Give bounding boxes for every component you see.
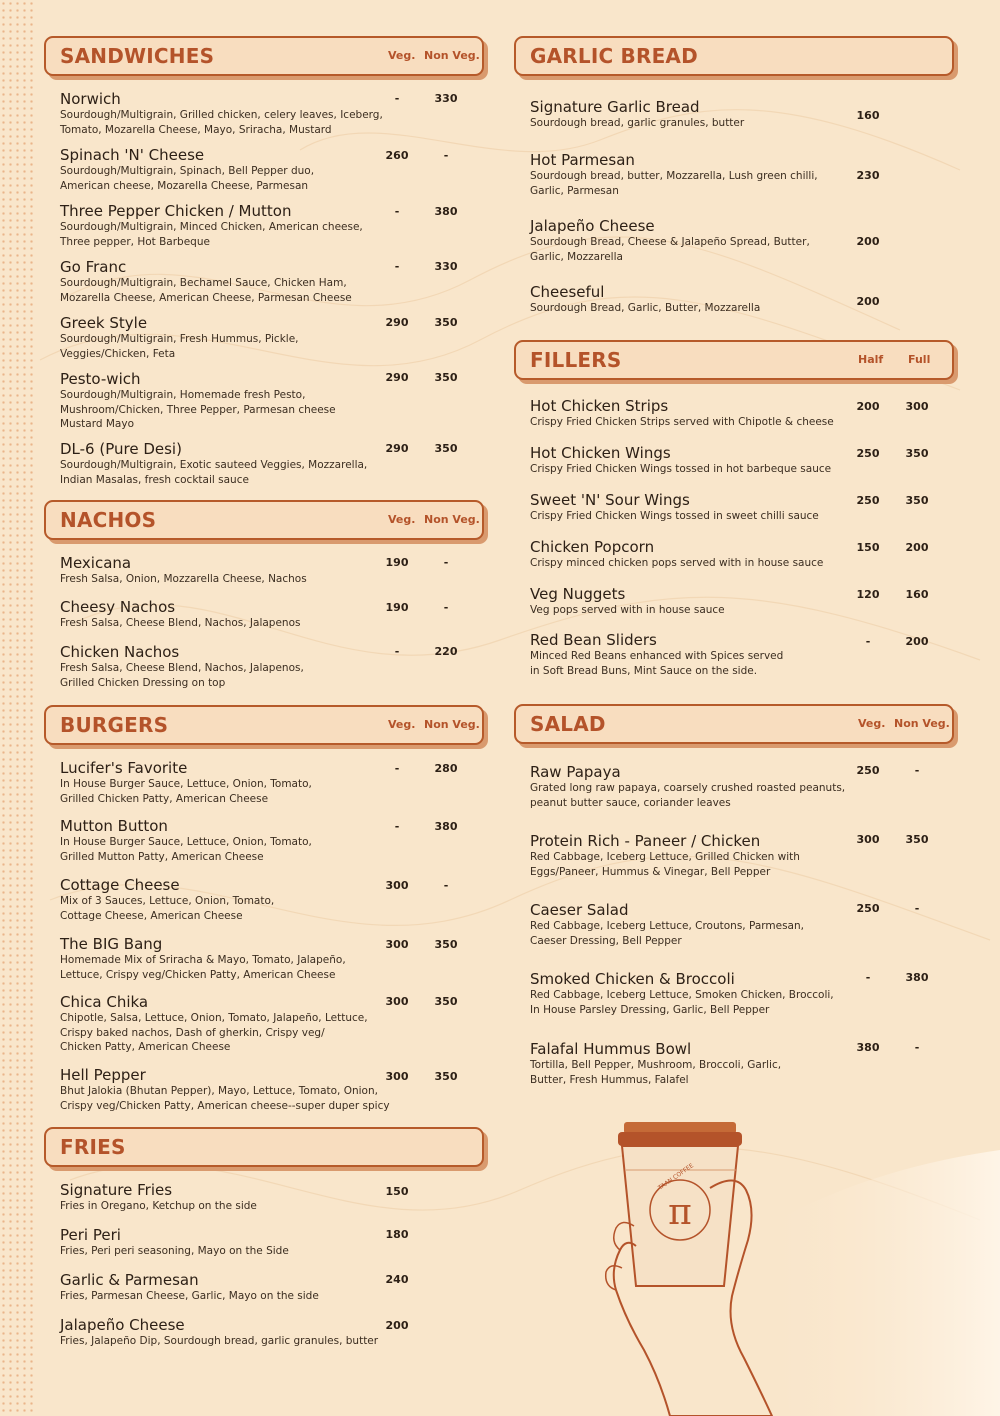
fries-banner bbox=[44, 1127, 484, 1167]
item-description: Minced Red Beans enhanced with Spices served bbox=[530, 650, 784, 662]
veg-price: 250 bbox=[856, 764, 880, 777]
nonveg-price: 350 bbox=[434, 442, 458, 455]
veg-header: Veg. bbox=[388, 513, 416, 526]
veg-header: Veg. bbox=[858, 717, 886, 730]
item-name: Red Bean Sliders bbox=[530, 631, 657, 649]
section-title: NACHOS bbox=[60, 508, 157, 532]
item-name: Hot Parmesan bbox=[530, 151, 635, 169]
nonveg-price: - bbox=[443, 879, 449, 892]
item-description: In House Burger Sauce, Lettuce, Onion, Tomato, bbox=[60, 836, 312, 848]
half-price: 120 bbox=[856, 588, 880, 601]
item-description: In House Burger Sauce, Lettuce, Onion, Tomato, bbox=[60, 778, 312, 790]
veg-price: - bbox=[394, 92, 400, 105]
item-name: Greek Style bbox=[60, 314, 148, 332]
nonveg-price: - bbox=[914, 902, 920, 915]
brand-text: TAAN COFFEE bbox=[657, 1162, 696, 1192]
full-price: 200 bbox=[905, 635, 929, 648]
item-name: Chicken Nachos bbox=[60, 643, 180, 661]
section-title: FRIES bbox=[60, 1135, 126, 1159]
nonveg-price: 350 bbox=[434, 371, 458, 384]
menu-item bbox=[60, 1226, 480, 1259]
half-header: Half bbox=[858, 353, 884, 366]
half-price: 200 bbox=[856, 400, 880, 413]
item-description: Sourdough Bread, Garlic, Butter, Mozzarella bbox=[530, 302, 761, 314]
item-description: Sourdough/Multigrain, Minced Chicken, American cheese, bbox=[60, 221, 363, 233]
veg-price: 260 bbox=[385, 149, 409, 162]
menu-item bbox=[530, 538, 950, 571]
item-description: Mix of 3 Sauces, Lettuce, Onion, Tomato, bbox=[60, 895, 275, 907]
item-name: DL-6 (Pure Desi) bbox=[60, 440, 182, 458]
veg-price: - bbox=[394, 260, 400, 273]
veg-header: Veg. bbox=[388, 49, 416, 62]
coffee-cup-illustration bbox=[560, 1110, 1000, 1416]
menu-item bbox=[530, 763, 950, 810]
menu-item bbox=[530, 585, 950, 618]
veg-price: 380 bbox=[856, 1041, 880, 1054]
nonveg-price: 350 bbox=[905, 833, 929, 846]
item-description: Tomato, Mozarella Cheese, Mayo, Sriracha, Mustard bbox=[60, 123, 332, 136]
veg-price: 300 bbox=[856, 833, 880, 846]
menu-item bbox=[60, 554, 480, 587]
menu-item bbox=[530, 397, 950, 430]
nachos-banner bbox=[44, 500, 484, 540]
menu-item bbox=[530, 491, 950, 524]
item-name: Three Pepper Chicken / Mutton bbox=[60, 202, 292, 220]
menu-item bbox=[60, 370, 480, 432]
price: 240 bbox=[385, 1273, 409, 1286]
veg-price: 300 bbox=[385, 938, 409, 951]
item-description: Crispy Fried Chicken Strips served with Chipotle & cheese bbox=[530, 416, 834, 428]
item-description: Red Cabbage, Iceberg Lettuce, Smoken Chicken, Broccoli, bbox=[530, 989, 834, 1001]
veg-price: 250 bbox=[856, 902, 880, 915]
item-name: Mutton Button bbox=[60, 817, 168, 835]
veg-price: 190 bbox=[385, 601, 409, 614]
menu-item bbox=[60, 90, 480, 137]
price: 230 bbox=[856, 169, 880, 182]
veg-price: - bbox=[394, 820, 400, 833]
nonveg-header: Non Veg. bbox=[424, 718, 480, 731]
nonveg-price: 380 bbox=[905, 971, 929, 984]
nonveg-header: Non Veg. bbox=[424, 513, 480, 526]
menu-item bbox=[530, 832, 950, 879]
veg-price: - bbox=[394, 762, 400, 775]
item-name: The BIG Bang bbox=[60, 935, 163, 953]
half-price: 250 bbox=[856, 494, 880, 507]
item-description: In House Parsley Dressing, Garlic, Bell Pepper bbox=[530, 1003, 770, 1016]
item-description: Sourdough/Multigrain, Grilled chicken, celery leaves, Iceberg, bbox=[60, 109, 383, 121]
menu-item bbox=[530, 631, 950, 678]
item-description: Indian Masalas, fresh cocktail sauce bbox=[60, 473, 249, 486]
item-description: Fries in Oregano, Ketchup on the side bbox=[60, 1200, 257, 1212]
item-name: Cheesy Nachos bbox=[60, 598, 176, 616]
menu-item bbox=[60, 1066, 480, 1113]
menu-item bbox=[530, 151, 950, 198]
nonveg-price: 280 bbox=[434, 762, 458, 775]
price: 200 bbox=[856, 235, 880, 248]
item-name: Caeser Salad bbox=[530, 901, 629, 919]
menu-item bbox=[530, 98, 950, 131]
item-description: Sourdough/Multigrain, Homemade fresh Pesto, bbox=[60, 389, 306, 401]
item-description: Fries, Jalapeño Dip, Sourdough bread, garlic granules, butter bbox=[60, 1335, 379, 1347]
full-header: Full bbox=[908, 353, 931, 366]
price: 200 bbox=[856, 295, 880, 308]
menu-item bbox=[60, 1316, 480, 1349]
full-price: 200 bbox=[905, 541, 929, 554]
menu-item bbox=[60, 876, 480, 923]
veg-price: 290 bbox=[385, 371, 409, 384]
nonveg-price: - bbox=[914, 1041, 920, 1054]
item-name: Garlic & Parmesan bbox=[60, 1271, 199, 1289]
menu-item bbox=[60, 146, 480, 193]
nonveg-price: - bbox=[443, 149, 449, 162]
item-name: Hell Pepper bbox=[60, 1066, 146, 1084]
item-description: Sourdough Bread, Cheese & Jalapeño Spread, Butter, bbox=[530, 236, 810, 248]
menu-item bbox=[530, 901, 950, 948]
item-description: in Soft Bread Buns, Mint Sauce on the side. bbox=[530, 664, 758, 677]
half-price: 250 bbox=[856, 447, 880, 460]
item-name: Signature Garlic Bread bbox=[530, 98, 700, 116]
menu-item bbox=[60, 993, 480, 1055]
nonveg-price: - bbox=[443, 601, 449, 614]
item-name: Chica Chika bbox=[60, 993, 149, 1011]
veg-header: Veg. bbox=[388, 718, 416, 731]
menu-item bbox=[60, 258, 480, 305]
item-description: Sourdough bread, butter, Mozzarella, Lush green chilli, bbox=[530, 170, 818, 182]
item-description: Bhut Jalokia (Bhutan Pepper), Mayo, Lettuce, Tomato, Onion, bbox=[60, 1085, 378, 1097]
section-title: FILLERS bbox=[530, 348, 622, 372]
menu-item bbox=[60, 1181, 480, 1214]
item-description: Crispy Fried Chicken Wings tossed in hot barbeque sauce bbox=[530, 463, 832, 475]
nonveg-price: 350 bbox=[434, 316, 458, 329]
nonveg-price: 350 bbox=[434, 938, 458, 951]
nonveg-price: 220 bbox=[434, 645, 458, 658]
item-description: Fries, Parmesan Cheese, Garlic, Mayo on the side bbox=[60, 1290, 319, 1302]
section-title: SALAD bbox=[530, 712, 606, 736]
item-name: Hot Chicken Wings bbox=[530, 444, 671, 462]
section-title: GARLIC BREAD bbox=[530, 44, 698, 68]
item-name: Peri Peri bbox=[60, 1226, 121, 1244]
nonveg-price: 380 bbox=[434, 205, 458, 218]
fillers-banner bbox=[514, 340, 954, 380]
menu-item bbox=[60, 202, 480, 249]
item-description: Grilled Mutton Patty, American Cheese bbox=[60, 850, 264, 863]
item-name: Veg Nuggets bbox=[530, 585, 626, 603]
price: 200 bbox=[385, 1319, 409, 1332]
menu-item bbox=[60, 314, 480, 361]
item-name: Pesto-wich bbox=[60, 370, 141, 388]
burgers-banner bbox=[44, 705, 484, 745]
item-description: Red Cabbage, Iceberg Lettuce, Grilled Chicken with bbox=[530, 851, 800, 863]
item-description: Fresh Salsa, Cheese Blend, Nachos, Jalapenos, bbox=[60, 662, 304, 674]
item-description: Sourdough/Multigrain, Bechamel Sauce, Chicken Ham, bbox=[60, 277, 347, 289]
item-description: Fries, Peri peri seasoning, Mayo on the Side bbox=[60, 1245, 289, 1257]
item-name: Falafal Hummus Bowl bbox=[530, 1040, 692, 1058]
item-description: Mozarella Cheese, American Cheese, Parmesan Cheese bbox=[60, 291, 352, 304]
veg-price: 190 bbox=[385, 556, 409, 569]
veg-price: - bbox=[865, 971, 871, 984]
item-description: peanut butter sauce, coriander leaves bbox=[530, 796, 731, 809]
menu-item bbox=[60, 1271, 480, 1304]
menu-item bbox=[60, 643, 480, 690]
item-description: Crispy veg/Chicken Patty, American cheese--super duper spicy bbox=[60, 1099, 390, 1112]
full-price: 350 bbox=[905, 447, 929, 460]
item-description: Red Cabbage, Iceberg Lettuce, Croutons, Parmesan, bbox=[530, 920, 804, 932]
menu-item bbox=[530, 970, 950, 1017]
item-description: Cottage Cheese, American Cheese bbox=[60, 909, 243, 922]
nonveg-price: 330 bbox=[434, 92, 458, 105]
item-description: Crispy minced chicken pops served with in house sauce bbox=[530, 557, 824, 569]
veg-price: - bbox=[394, 205, 400, 218]
item-description: Crispy Fried Chicken Wings tossed in sweet chilli sauce bbox=[530, 510, 819, 522]
sandwiches-banner bbox=[44, 36, 484, 76]
nonveg-price: - bbox=[443, 556, 449, 569]
veg-price: 300 bbox=[385, 1070, 409, 1083]
item-name: Jalapeño Cheese bbox=[60, 1316, 185, 1334]
item-name: Sweet 'N' Sour Wings bbox=[530, 491, 690, 509]
item-description: Chipotle, Salsa, Lettuce, Onion, Tomato, Jalapeño, Lettuce, bbox=[60, 1012, 368, 1024]
item-description: Garlic, Parmesan bbox=[530, 184, 619, 197]
item-name: Go Franc bbox=[60, 258, 127, 276]
item-name: Mexicana bbox=[60, 554, 132, 572]
item-description: Fresh Salsa, Cheese Blend, Nachos, Jalapenos bbox=[60, 617, 301, 629]
nonveg-header: Non Veg. bbox=[894, 717, 950, 730]
item-description: Sourdough bread, garlic granules, butter bbox=[530, 117, 745, 129]
price: 180 bbox=[385, 1228, 409, 1241]
nonveg-price: 350 bbox=[434, 1070, 458, 1083]
item-description: Grilled Chicken Patty, American Cheese bbox=[60, 792, 269, 805]
nonveg-header: Non Veg. bbox=[424, 49, 480, 62]
item-description: Mushroom/Chicken, Three Pepper, Parmesan cheese bbox=[60, 403, 336, 416]
nonveg-price: 380 bbox=[434, 820, 458, 833]
veg-price: 290 bbox=[385, 442, 409, 455]
garlic-bread-banner bbox=[514, 36, 954, 76]
item-description: Crispy baked nachos, Dash of gherkin, Crispy veg/ bbox=[60, 1026, 325, 1039]
item-description: Homemade Mix of Sriracha & Mayo, Tomato, Jalapeño, bbox=[60, 954, 346, 966]
item-description: Grated long raw papaya, coarsely crushed roasted peanuts, bbox=[530, 782, 846, 794]
item-description: Garlic, Mozzarella bbox=[530, 250, 623, 263]
item-description: Fresh Salsa, Onion, Mozzarella Cheese, Nachos bbox=[60, 573, 307, 585]
item-description: Caeser Dressing, Bell Pepper bbox=[530, 934, 682, 947]
item-name: Smoked Chicken & Broccoli bbox=[530, 970, 735, 988]
item-name: Lucifer's Favorite bbox=[60, 759, 188, 777]
section-title: BURGERS bbox=[60, 713, 169, 737]
item-description: Chicken Patty, American Cheese bbox=[60, 1041, 231, 1053]
item-description: Lettuce, Crispy veg/Chicken Patty, American Cheese bbox=[60, 968, 336, 981]
half-price: 150 bbox=[856, 541, 880, 554]
item-name: Jalapeño Cheese bbox=[530, 217, 655, 235]
item-description: Sourdough/Multigrain, Fresh Hummus, Pickle, bbox=[60, 333, 299, 345]
item-description: Mustard Mayo bbox=[60, 418, 135, 430]
full-price: 300 bbox=[905, 400, 929, 413]
item-name: Cottage Cheese bbox=[60, 876, 180, 894]
menu-item bbox=[60, 817, 480, 864]
item-description: Eggs/Paneer, Hummus & Vinegar, Bell Pepper bbox=[530, 865, 771, 878]
nonveg-price: 350 bbox=[434, 995, 458, 1008]
item-description: Veg pops served with in house sauce bbox=[530, 604, 725, 616]
veg-price: 290 bbox=[385, 316, 409, 329]
menu-item bbox=[60, 935, 480, 982]
item-name: Cheeseful bbox=[530, 283, 605, 301]
item-name: Spinach 'N' Cheese bbox=[60, 146, 205, 164]
section-title: SANDWICHES bbox=[60, 44, 215, 68]
item-description: American cheese, Mozarella Cheese, Parmesan bbox=[60, 179, 309, 192]
menu-item bbox=[530, 283, 950, 316]
item-description: Butter, Fresh Hummus, Falafel bbox=[530, 1073, 689, 1086]
pi-logo: π bbox=[668, 1192, 692, 1233]
salad-banner bbox=[514, 704, 954, 744]
dotted-border-decoration bbox=[0, 0, 36, 1416]
item-name: Raw Papaya bbox=[530, 763, 621, 781]
item-description: Tortilla, Bell Pepper, Mushroom, Broccoli, Garlic, bbox=[530, 1059, 782, 1071]
item-description: Sourdough/Multigrain, Spinach, Bell Pepper duo, bbox=[60, 165, 315, 177]
full-price: 160 bbox=[905, 588, 929, 601]
menu-item bbox=[530, 1040, 950, 1087]
menu-item bbox=[530, 217, 950, 264]
item-name: Norwich bbox=[60, 90, 121, 108]
menu-item bbox=[60, 759, 480, 806]
item-description: Veggies/Chicken, Feta bbox=[60, 347, 176, 360]
menu-item bbox=[530, 444, 950, 477]
veg-price: 300 bbox=[385, 995, 409, 1008]
half-price: - bbox=[865, 635, 871, 648]
menu-item bbox=[60, 440, 480, 487]
item-name: Protein Rich - Paneer / Chicken bbox=[530, 832, 761, 850]
item-description: Grilled Chicken Dressing on top bbox=[60, 676, 226, 689]
item-description: Sourdough/Multigrain, Exotic sauteed Veggies, Mozzarella, bbox=[60, 459, 368, 471]
full-price: 350 bbox=[905, 494, 929, 507]
veg-price: 300 bbox=[385, 879, 409, 892]
item-name: Hot Chicken Strips bbox=[530, 397, 669, 415]
item-description: Three pepper, Hot Barbeque bbox=[60, 235, 210, 248]
item-name: Chicken Popcorn bbox=[530, 538, 655, 556]
price: 160 bbox=[856, 109, 880, 122]
item-name: Signature Fries bbox=[60, 1181, 173, 1199]
nonveg-price: - bbox=[914, 764, 920, 777]
price: 150 bbox=[385, 1185, 409, 1198]
veg-price: - bbox=[394, 645, 400, 658]
nonveg-price: 330 bbox=[434, 260, 458, 273]
menu-item bbox=[60, 598, 480, 631]
